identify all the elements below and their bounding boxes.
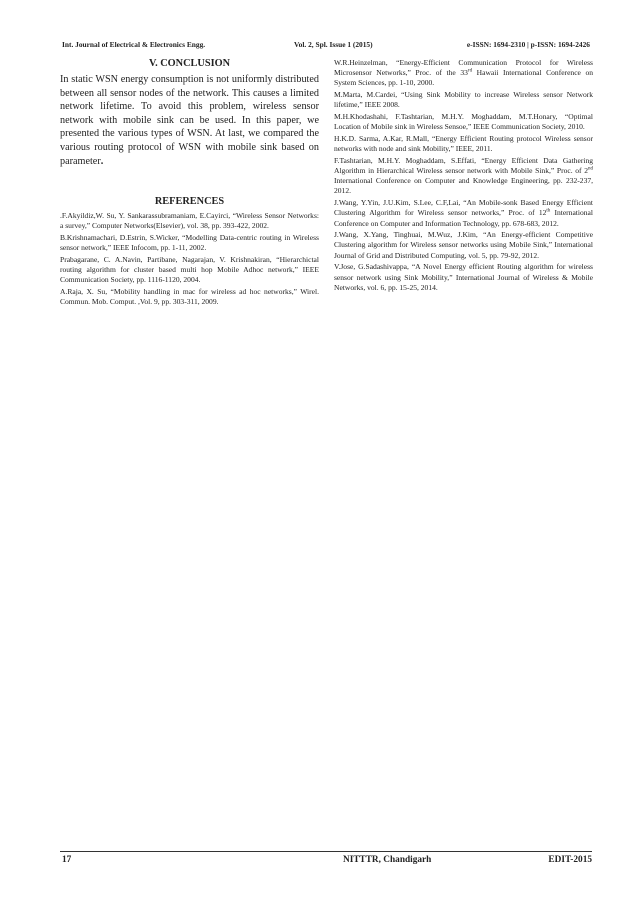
conclusion-paragraph: [60, 73, 319, 168]
left-column: [60, 58, 319, 309]
reference-item: W.R.Heinzelman, “Energy-Efficient Communication Protocol for Wireless Microsensor Networks,” Proc. of the 33rd Hawaii International Conference on System Sciences, pp. 1-10, 2000.: [334, 58, 594, 88]
reference-item: F.Tashtarian, M.H.Y. Moghaddam, S.Effati, “Energy Efficient Data Gathering Algorithm in Hierarchical Wireless sensor network with Mobile Sink,” Proc. of 2nd International Conference on Computer and Knowledge Engineering, pp. 232-237, 2012.: [334, 155, 593, 196]
page-footer: [62, 855, 592, 869]
reference-item: .F.Akyildiz,W. Su, Y. Sankarassubramaniam, E.Cayirci, “Wireless Sensor Networks: a survey,” Computer Networks(Elsevier), vol. 38, pp. 393-422, 2002.: [60, 211, 319, 231]
reference-item: V.Jose, G.Sadashivappa, “A Novel Energy efficient Routing algorithm for wireless sensor network using Sink Mobility,” International Journal of Wireless & Mobile Networks, vol. 6, pp. 15-25, 2014.: [334, 262, 593, 292]
reference-item: J.Wang, X.Yang, Tinghuai, M.Wuz, J.Kim, “An Energy-efficient Competitive Clustering algorithm for Wireless sensor networks using Mobile Sink,” International Journal of Grid and Distributed Computing, vol. 5, pp. 79-92, 2012.: [334, 230, 593, 260]
volume-issue: Vol. 2, Spl. Issue 1 (2015): [294, 40, 373, 49]
reference-item: B.Krishnamachari, D.Estrin, S.Wicker, “Modelling Data-centric routing in Wireless sensor network,” IEEE Infocom, pp. 1-11, 2002.: [60, 233, 319, 253]
right-column: [334, 58, 593, 294]
reference-item: M.Marta, M.Cardei, “Using Sink Mobility to increase Wireless sensor Network lifetime,” IEEE 2008.: [334, 90, 593, 110]
conclusion-text: In static WSN energy consumption is not uniformly distributed between all sensor nodes of the network. This causes a limited network lifetime. To avoid this problem, wireless sensor network with mobile sink can be used. In this paper, we presented the various types of WSN. At last, we compared the various routing protocol of WSN with mobile sink based on parameter: [60, 74, 319, 167]
journal-name: Int. Journal of Electrical & Electronics Engg.: [62, 40, 206, 49]
reference-list-right: [334, 58, 593, 293]
page-number: 17: [62, 855, 72, 865]
conclusion-end-mark: .: [100, 155, 104, 167]
references-heading: REFERENCES: [154, 196, 225, 208]
reference-item: A.Raja, X. Su, “Mobility handling in mac for wireless ad hoc networks,” Wirel. Commun. Mob. Comput. ,Vol. 9, pp. 303-311, 2009.: [60, 287, 319, 307]
reference-item: H.K.D. Sarma, A.Kar, R.Mall, “Energy Efficient Routing protocol Wireless sensor networks with node and sink Mobility,” IEEE, 2011.: [334, 133, 593, 154]
running-header: [62, 40, 590, 52]
footer-institute: NITTTR, Chandigarh: [343, 855, 432, 865]
reference-item: M.H.Khodashahi, F.Tashtarian, M.H.Y. Moghaddam, M.T.Honary, “Optimal Location of Mobile sink in Wireless Sensoe,” IEEE Communication Society, 2010.: [334, 112, 593, 132]
footer-edition: EDIT-2015: [548, 855, 592, 865]
issn-info: e-ISSN: 1694-2310 | p-ISSN: 1694-2426: [466, 40, 590, 49]
footer-divider: [60, 851, 592, 852]
reference-list-left: [60, 211, 319, 307]
conclusion-heading: V. CONCLUSION: [148, 58, 231, 69]
reference-item: Prabagarane, C. A.Navin, Partibane, Nagarajan, V. Krishnakiran, “Hierarchictal routing algorithm for cluster based multi hop Mobile Adhoc network,” IEEE Communication Society, pp. 1116-1120, 2004.: [60, 254, 319, 285]
reference-item: J.Wang, Y.Yin, J.U.Kim, S.Lee, C.F,Lai, “An Mobile-sonk Based Energy Efficient Clustering Algorithm for Wireless sensor networks,” Proc. of 12th International Conference on Computer and Information Technology, pp. 678-683, 2012.: [334, 198, 593, 228]
